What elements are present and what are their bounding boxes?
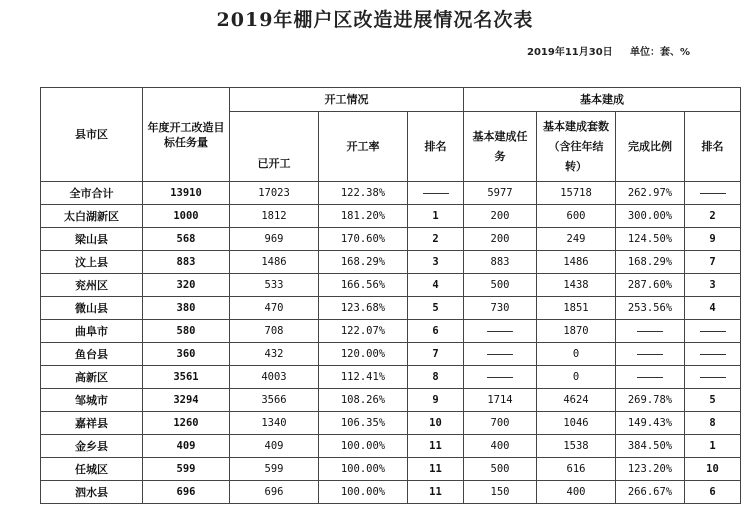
basic-sets-cell: 616 bbox=[537, 458, 616, 481]
completion-cell: 269.78% bbox=[616, 389, 685, 412]
page-title: 2019年棚户区改造进展情况名次表 bbox=[216, 9, 534, 31]
completion-cell: 253.56% bbox=[616, 297, 685, 320]
target-cell: 320 bbox=[143, 274, 230, 297]
header-basic-task: 基本建成任务 bbox=[464, 112, 537, 182]
table-row bbox=[41, 182, 741, 205]
start-rate-cell: 166.56% bbox=[319, 274, 408, 297]
target-cell: 599 bbox=[143, 458, 230, 481]
completion-cell: 384.50% bbox=[616, 435, 685, 458]
table-row bbox=[41, 297, 741, 320]
unit-label: 单位：套、% bbox=[630, 47, 691, 58]
header-target: 年度开工改造目标任务量 bbox=[143, 88, 230, 182]
basic-task-cell bbox=[464, 366, 537, 389]
county-cell: 嘉祥县 bbox=[41, 412, 143, 435]
basic-sets-cell: 400 bbox=[537, 481, 616, 504]
start-rate-cell: 100.00% bbox=[319, 458, 408, 481]
started-cell: 708 bbox=[230, 320, 319, 343]
table-row bbox=[41, 412, 741, 435]
target-cell: 1000 bbox=[143, 205, 230, 228]
basic-task-cell bbox=[464, 343, 537, 366]
empty-dash bbox=[637, 354, 663, 355]
county-cell: 邹城市 bbox=[41, 389, 143, 412]
table-row bbox=[41, 481, 741, 504]
empty-dash bbox=[700, 193, 726, 194]
ranking-table bbox=[40, 87, 741, 504]
started-cell: 696 bbox=[230, 481, 319, 504]
rank2-cell: 7 bbox=[685, 251, 741, 274]
empty-dash bbox=[637, 377, 663, 378]
start-rate-cell: 170.60% bbox=[319, 228, 408, 251]
target-cell: 3561 bbox=[143, 366, 230, 389]
completion-cell: 266.67% bbox=[616, 481, 685, 504]
rank2-cell: 10 bbox=[685, 458, 741, 481]
rank-cell bbox=[408, 182, 464, 205]
rank-cell: 11 bbox=[408, 435, 464, 458]
rank2-cell: 3 bbox=[685, 274, 741, 297]
county-cell: 鱼台县 bbox=[41, 343, 143, 366]
started-cell: 1340 bbox=[230, 412, 319, 435]
table-row bbox=[41, 343, 741, 366]
target-cell: 1260 bbox=[143, 412, 230, 435]
rank2-cell: 4 bbox=[685, 297, 741, 320]
start-rate-cell: 181.20% bbox=[319, 205, 408, 228]
table-row bbox=[41, 389, 741, 412]
basic-sets-cell: 1486 bbox=[537, 251, 616, 274]
header-county: 县市区 bbox=[41, 88, 143, 182]
header-rank: 排名 bbox=[408, 112, 464, 182]
rank-cell: 10 bbox=[408, 412, 464, 435]
basic-sets-cell: 4624 bbox=[537, 389, 616, 412]
started-cell: 3566 bbox=[230, 389, 319, 412]
basic-task-cell: 500 bbox=[464, 458, 537, 481]
basic-task-cell: 730 bbox=[464, 297, 537, 320]
county-cell: 泗水县 bbox=[41, 481, 143, 504]
table-row bbox=[41, 228, 741, 251]
basic-sets-cell: 249 bbox=[537, 228, 616, 251]
basic-sets-cell: 1438 bbox=[537, 274, 616, 297]
started-cell: 969 bbox=[230, 228, 319, 251]
empty-dash bbox=[423, 193, 449, 194]
rank2-cell: 1 bbox=[685, 435, 741, 458]
completion-cell: 287.60% bbox=[616, 274, 685, 297]
rank-cell: 4 bbox=[408, 274, 464, 297]
county-cell: 兖州区 bbox=[41, 274, 143, 297]
rank-cell: 3 bbox=[408, 251, 464, 274]
basic-task-cell bbox=[464, 320, 537, 343]
basic-sets-cell: 1046 bbox=[537, 412, 616, 435]
header-basic-group: 基本建成 bbox=[464, 88, 741, 112]
header-started: 已开工 bbox=[230, 112, 319, 182]
started-cell: 599 bbox=[230, 458, 319, 481]
completion-cell bbox=[616, 320, 685, 343]
county-cell: 全市合计 bbox=[41, 182, 143, 205]
rank2-cell bbox=[685, 343, 741, 366]
basic-task-cell: 400 bbox=[464, 435, 537, 458]
rank-cell: 9 bbox=[408, 389, 464, 412]
empty-dash bbox=[487, 331, 513, 332]
target-cell: 580 bbox=[143, 320, 230, 343]
basic-sets-cell: 15718 bbox=[537, 182, 616, 205]
county-cell: 汶上县 bbox=[41, 251, 143, 274]
basic-sets-cell: 600 bbox=[537, 205, 616, 228]
start-rate-cell: 112.41% bbox=[319, 366, 408, 389]
started-cell: 1812 bbox=[230, 205, 319, 228]
rank-cell: 2 bbox=[408, 228, 464, 251]
rank2-cell bbox=[685, 182, 741, 205]
completion-cell: 124.50% bbox=[616, 228, 685, 251]
county-cell: 任城区 bbox=[41, 458, 143, 481]
basic-task-cell: 200 bbox=[464, 228, 537, 251]
target-cell: 3294 bbox=[143, 389, 230, 412]
basic-task-cell: 5977 bbox=[464, 182, 537, 205]
county-cell: 曲阜市 bbox=[41, 320, 143, 343]
basic-sets-cell: 1538 bbox=[537, 435, 616, 458]
started-cell: 17023 bbox=[230, 182, 319, 205]
empty-dash bbox=[487, 377, 513, 378]
table-row bbox=[41, 251, 741, 274]
rank2-cell: 5 bbox=[685, 389, 741, 412]
completion-cell bbox=[616, 343, 685, 366]
completion-cell bbox=[616, 366, 685, 389]
start-rate-cell: 106.35% bbox=[319, 412, 408, 435]
rank-cell: 5 bbox=[408, 297, 464, 320]
table-row bbox=[41, 366, 741, 389]
start-rate-cell: 122.38% bbox=[319, 182, 408, 205]
empty-dash bbox=[487, 354, 513, 355]
basic-task-cell: 500 bbox=[464, 274, 537, 297]
started-cell: 470 bbox=[230, 297, 319, 320]
start-rate-cell: 100.00% bbox=[319, 435, 408, 458]
start-rate-cell: 120.00% bbox=[319, 343, 408, 366]
report-date: 2019年11月30日 bbox=[527, 47, 613, 58]
empty-dash bbox=[637, 331, 663, 332]
county-cell: 微山县 bbox=[41, 297, 143, 320]
table-row bbox=[41, 435, 741, 458]
target-cell: 409 bbox=[143, 435, 230, 458]
basic-sets-cell: 1870 bbox=[537, 320, 616, 343]
rank-cell: 1 bbox=[408, 205, 464, 228]
rank-cell: 11 bbox=[408, 458, 464, 481]
started-cell: 409 bbox=[230, 435, 319, 458]
basic-task-cell: 1714 bbox=[464, 389, 537, 412]
county-cell: 太白湖新区 bbox=[41, 205, 143, 228]
header-completion: 完成比例 bbox=[616, 112, 685, 182]
target-cell: 696 bbox=[143, 481, 230, 504]
start-rate-cell: 100.00% bbox=[319, 481, 408, 504]
start-rate-cell: 122.07% bbox=[319, 320, 408, 343]
empty-dash bbox=[700, 331, 726, 332]
target-cell: 13910 bbox=[143, 182, 230, 205]
header-basic-sets: 基本建成套数（含往年结转） bbox=[537, 112, 616, 182]
rank-cell: 6 bbox=[408, 320, 464, 343]
completion-cell: 168.29% bbox=[616, 251, 685, 274]
basic-sets-cell: 0 bbox=[537, 366, 616, 389]
rank-cell: 7 bbox=[408, 343, 464, 366]
started-cell: 432 bbox=[230, 343, 319, 366]
start-rate-cell: 168.29% bbox=[319, 251, 408, 274]
table-row bbox=[41, 458, 741, 481]
completion-cell: 300.00% bbox=[616, 205, 685, 228]
basic-sets-cell: 0 bbox=[537, 343, 616, 366]
start-rate-cell: 108.26% bbox=[319, 389, 408, 412]
target-cell: 883 bbox=[143, 251, 230, 274]
table-row bbox=[41, 320, 741, 343]
table-row bbox=[41, 274, 741, 297]
start-rate-cell: 123.68% bbox=[319, 297, 408, 320]
completion-cell: 149.43% bbox=[616, 412, 685, 435]
target-cell: 360 bbox=[143, 343, 230, 366]
started-cell: 1486 bbox=[230, 251, 319, 274]
started-cell: 533 bbox=[230, 274, 319, 297]
county-cell: 金乡县 bbox=[41, 435, 143, 458]
rank2-cell: 2 bbox=[685, 205, 741, 228]
rank2-cell bbox=[685, 366, 741, 389]
basic-task-cell: 700 bbox=[464, 412, 537, 435]
rank2-cell: 9 bbox=[685, 228, 741, 251]
basic-sets-cell: 1851 bbox=[537, 297, 616, 320]
rank2-cell: 8 bbox=[685, 412, 741, 435]
header-start-group: 开工情况 bbox=[230, 88, 464, 112]
completion-cell: 262.97% bbox=[616, 182, 685, 205]
county-cell: 高新区 bbox=[41, 366, 143, 389]
completion-cell: 123.20% bbox=[616, 458, 685, 481]
rank-cell: 11 bbox=[408, 481, 464, 504]
header-rank2: 排名 bbox=[685, 112, 741, 182]
target-cell: 380 bbox=[143, 297, 230, 320]
empty-dash bbox=[700, 377, 726, 378]
rank-cell: 8 bbox=[408, 366, 464, 389]
basic-task-cell: 883 bbox=[464, 251, 537, 274]
basic-task-cell: 200 bbox=[464, 205, 537, 228]
empty-dash bbox=[700, 354, 726, 355]
county-cell: 梁山县 bbox=[41, 228, 143, 251]
rank2-cell bbox=[685, 320, 741, 343]
rank2-cell: 6 bbox=[685, 481, 741, 504]
target-cell: 568 bbox=[143, 228, 230, 251]
started-cell: 4003 bbox=[230, 366, 319, 389]
table-row bbox=[41, 205, 741, 228]
basic-task-cell: 150 bbox=[464, 481, 537, 504]
header-start-rate: 开工率 bbox=[319, 112, 408, 182]
